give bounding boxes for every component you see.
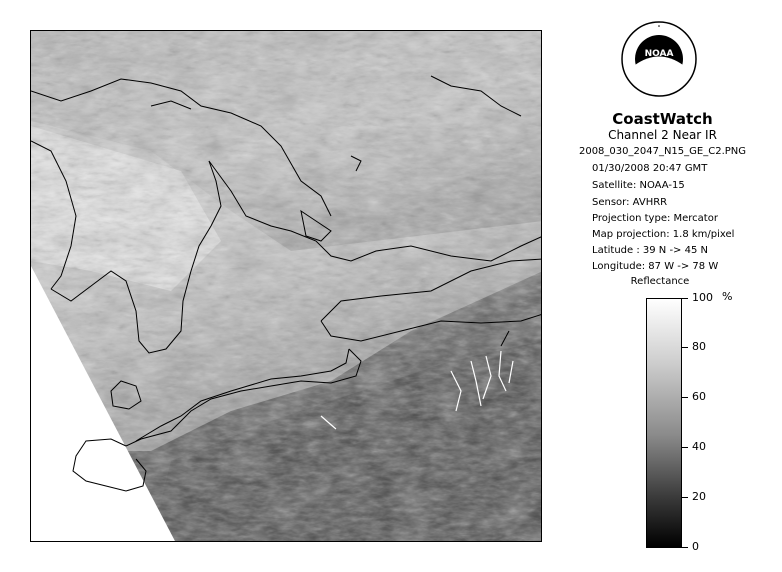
colorbar-tick-label: 60	[692, 390, 706, 403]
channel-label: Channel 2 Near IR	[608, 128, 717, 142]
colorbar-tick-label: 0	[692, 540, 699, 553]
satellite-image	[31, 31, 542, 542]
filename-label: 2008_030_2047_N15_GE_C2.PNG	[578, 146, 747, 157]
colorbar-tick-label: 40	[692, 440, 706, 453]
colorbar-label: Reflectance	[630, 276, 690, 287]
longitude-text: Longitude: 87 W -> 78 W	[592, 261, 719, 272]
reflectance-colorbar	[646, 298, 682, 548]
projection-type-text: Projection type: Mercator	[592, 213, 718, 224]
colorbar-tick	[682, 397, 688, 398]
sensor-text: Sensor: AVHRR	[592, 197, 668, 208]
app-title: CoastWatch	[612, 110, 713, 128]
satellite-text: Satellite: NOAA-15	[592, 180, 685, 191]
noaa-logo	[620, 20, 698, 98]
map-projection-text: Map projection: 1.8 km/pixel	[592, 229, 735, 240]
latitude-text: Latitude : 39 N -> 45 N	[592, 245, 708, 256]
colorbar-tick	[682, 447, 688, 448]
logo-center-text: NOAA	[644, 49, 674, 59]
satellite-image-panel[interactable]	[30, 30, 542, 542]
colorbar-unit: %	[722, 290, 733, 303]
datetime-text: 01/30/2008 20:47 GMT	[592, 163, 708, 174]
colorbar-tick-label: 20	[692, 490, 706, 503]
colorbar-tick	[682, 347, 688, 348]
colorbar-tick-label: 80	[692, 340, 706, 353]
colorbar-tick	[682, 497, 688, 498]
colorbar-tick-label: 100	[692, 291, 713, 304]
colorbar-tick	[682, 298, 688, 299]
colorbar-tick	[682, 547, 688, 548]
